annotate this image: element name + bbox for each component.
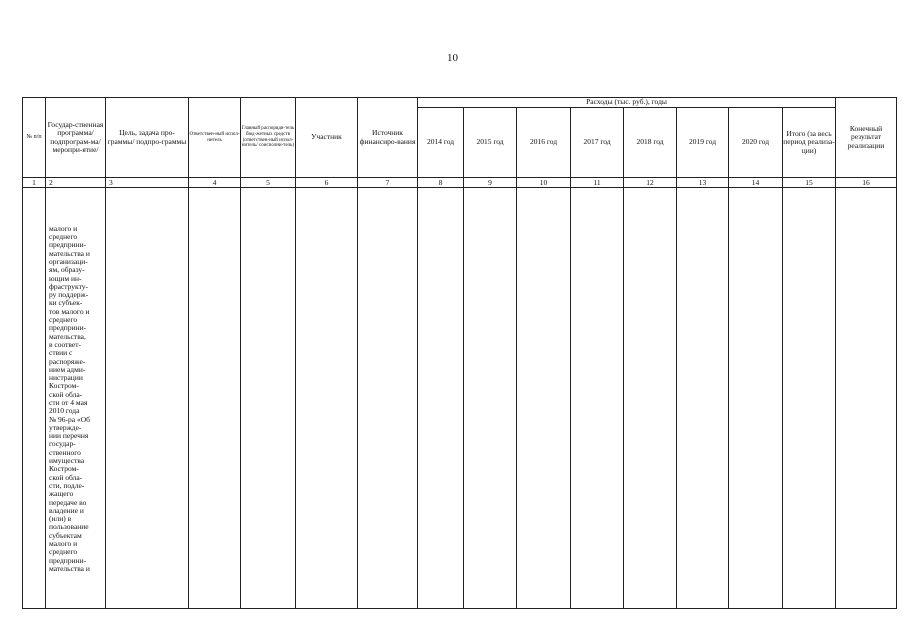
header-goal: Цель, задача про-граммы/ подпро-граммы [106, 98, 189, 178]
body-cell-2016 [517, 188, 571, 609]
header-participants: Участник [296, 98, 358, 178]
expenses-table [22, 97, 897, 609]
program-text-line: сти, подле- [49, 480, 85, 490]
program-text-line: ру поддерж- [49, 290, 89, 300]
body-cell-program [46, 188, 106, 609]
body-cell-total [783, 188, 836, 609]
program-text-line: малого и [49, 223, 78, 233]
header-year-2016: 2016 год [517, 108, 571, 178]
header-year-2018: 2018 год [624, 108, 677, 178]
program-text-line: Костром- [49, 464, 79, 474]
program-text-line: предприни- [49, 555, 87, 565]
column-number: 11 [571, 178, 624, 188]
program-text-line: 2010 года [49, 406, 80, 416]
column-number: 16 [836, 178, 897, 188]
column-number: 7 [358, 178, 418, 188]
program-text-line: имущества [49, 456, 85, 466]
column-number: 3 [106, 178, 189, 188]
body-cell-source [358, 188, 418, 609]
program-text-line: государ- [49, 439, 76, 449]
body-cell-2014 [418, 188, 464, 609]
header-expenses-group: Расходы (тыс. руб.), годы [418, 98, 836, 108]
column-number: 5 [241, 178, 296, 188]
header-responsible: Ответствен-ный испол-нитель [189, 98, 241, 178]
header-program: Государ-ственная программа/ подпрограм-ма/ меропри-ятие/ [46, 98, 106, 178]
body-cell-2018 [624, 188, 677, 609]
header-main-manager: Главный распоряди-тель бюд-жетных средств (ответствен-ный испол-нитель/ соисполни-тель) [241, 98, 296, 178]
program-text-line: владение и [49, 505, 84, 515]
header-year-2017: 2017 год [571, 108, 624, 178]
column-number: 15 [783, 178, 836, 188]
program-text-line: предприни- [49, 240, 87, 250]
header-total: Итого (за весь период реализа-ции) [783, 108, 836, 178]
column-number: 8 [418, 178, 464, 188]
program-text-line: среднего [49, 315, 78, 325]
program-text-line: № 96-ра «Об [49, 414, 90, 424]
program-text-line: ской обла- [49, 472, 83, 482]
body-cell-2017 [571, 188, 624, 609]
program-text-line: жащего [49, 489, 74, 499]
program-text-line: нии перечня [49, 431, 89, 441]
body-cell-result [836, 188, 897, 609]
program-text-line: в соответ- [49, 339, 82, 349]
column-number: 13 [677, 178, 729, 188]
program-text-line: тов малого и [49, 306, 90, 316]
body-cell-responsible [189, 188, 241, 609]
program-text-line: среднего [49, 232, 78, 242]
program-text-line: субъектам [49, 530, 82, 540]
program-text-line: фраструкту- [49, 281, 89, 291]
body-cell-2020 [729, 188, 783, 609]
program-text-line: организаци- [49, 256, 88, 266]
program-text-line: Костром- [49, 381, 79, 391]
program-text-line: ям, образу- [49, 265, 85, 275]
program-text-line: распоряже- [49, 356, 86, 366]
program-text-line: (или) в [49, 514, 72, 524]
program-text-line: утвержде- [49, 422, 82, 432]
program-text-line: мательства и [49, 563, 90, 573]
program-text-line: мательства и [49, 248, 90, 258]
body-cell-2019 [677, 188, 729, 609]
body-cell-num [23, 188, 46, 609]
header-year-2015: 2015 год [464, 108, 517, 178]
program-text-line: среднего [49, 547, 78, 557]
header-year-2014: 2014 год [418, 108, 464, 178]
program-text-line: ки субъек- [49, 298, 83, 308]
program-text-line: малого и [49, 539, 78, 549]
program-text-line: ской обла- [49, 389, 83, 399]
program-text-line: ствии с [49, 348, 73, 358]
column-number: 6 [296, 178, 358, 188]
body-cell-participants [296, 188, 358, 609]
program-text-line: ственного [49, 447, 81, 457]
column-number: 14 [729, 178, 783, 188]
column-number: 4 [189, 178, 241, 188]
program-text-line: сти от 4 мая [49, 398, 88, 407]
program-text-line: мательства, [49, 331, 86, 341]
program-text-line: нием адми- [49, 364, 86, 374]
header-result: Конечный результат реализации [836, 98, 897, 178]
program-text-line: пользование [49, 522, 89, 532]
body-cell-main-manager [241, 188, 296, 609]
header-num: № п/п [23, 98, 46, 178]
header-year-2019: 2019 год [677, 108, 729, 178]
body-cell-goal [106, 188, 189, 609]
body-cell-2015 [464, 188, 517, 609]
column-number: 2 [46, 178, 106, 188]
program-text-line: нистрации [49, 373, 83, 383]
column-number: 10 [517, 178, 571, 188]
header-source: Источник финансиро-вания [358, 98, 418, 178]
program-text-line: ющим ин- [49, 273, 82, 283]
column-number: 12 [624, 178, 677, 188]
program-text-line: передаче во [49, 497, 87, 507]
page-number: 10 [447, 52, 458, 64]
column-number: 9 [464, 178, 517, 188]
column-number: 1 [23, 178, 46, 188]
header-year-2020: 2020 год [729, 108, 783, 178]
program-text-line: предприни- [49, 323, 87, 333]
